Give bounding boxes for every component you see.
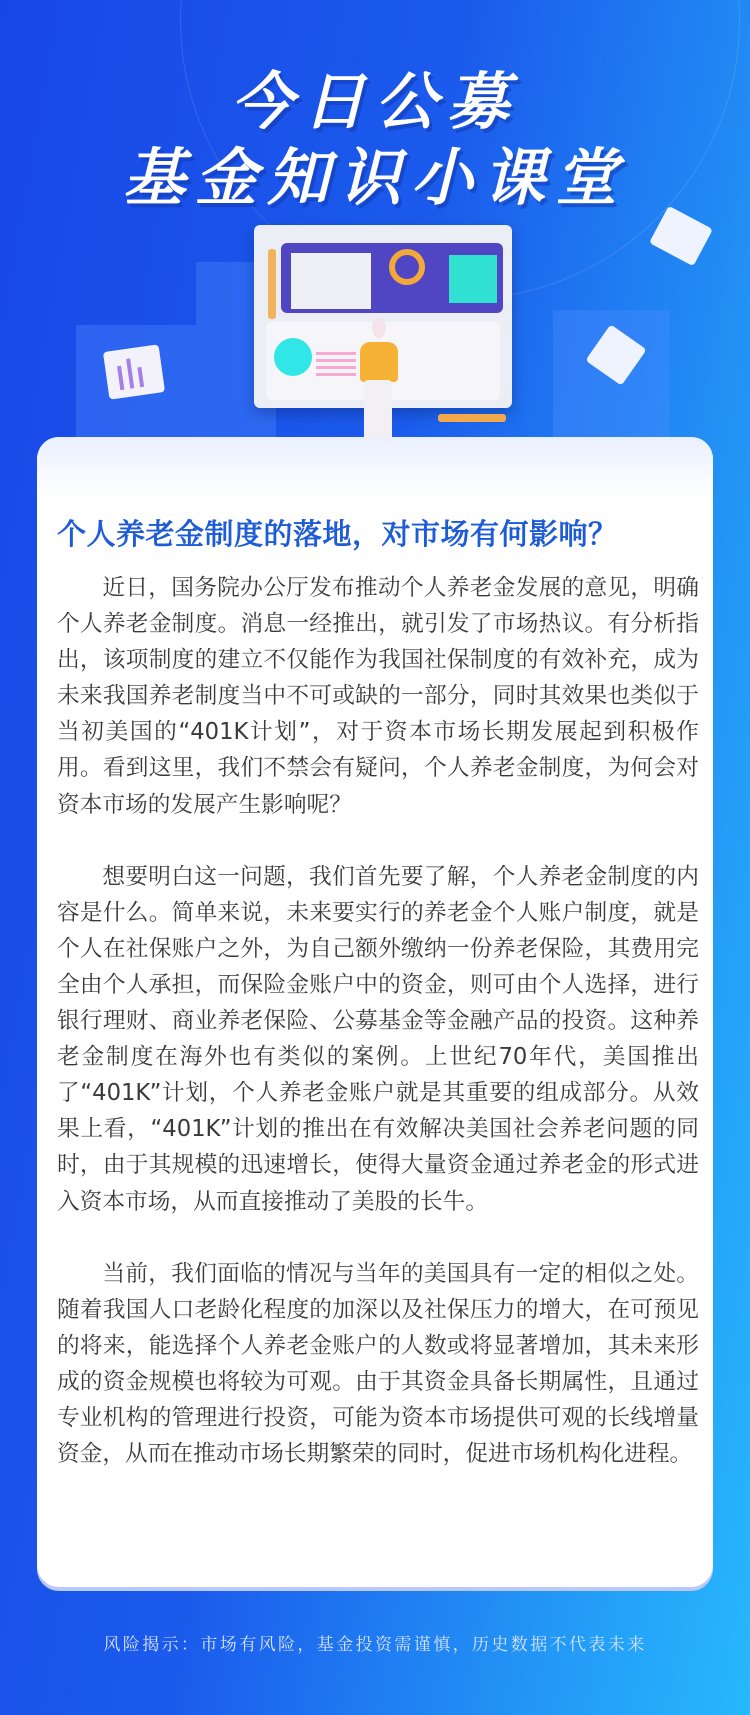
article-paragraph: 当前，我们面临的情况与当年的美国具有一定的相似之处。随着我国人口老龄化程度的加深以及社保压力的增大，在可预见的将来，能选择个人养老金账户的人数或将显著增加，其未来形成的资金规模也将较为可观。由于其资金具备长期属性，且通过专业机构的管理进行投资，可能为资本市场提供可观的长线增量资金，从而在推动市场长期繁荣的同时，促进市场机构化进程。 — [57, 1260, 699, 1468]
article-paragraph: 近日，国务院办公厅发布推动个人养老金发展的意见，明确个人养老金制度。消息一经推出，就引发了市场热议。有分析指出，该项制度的建立不仅能作为我国社保制度的有效补充，成为未来我国养老制度当中不可或缺的一部分，同时其效果也类似于当初美国的“401K计划”，对于资本市场长期发展起到积极作用。看到这里，我们不禁会有疑问，个人养老金制度，为何会对资本市场的发展产生影响呢？ — [57, 575, 699, 818]
risk-notice: 风险揭示：市场有风险，基金投资需谨慎，历史数据不代表未来 — [103, 1635, 647, 1655]
article-heading: 个人养老金制度的落地，对市场有何影响？ — [57, 517, 618, 551]
article-paragraph: 想要明白这一问题，我们首先要了解，个人养老金制度的内容是什么。简单来说，未来要实行的养老金个人账户制度，就是个人在社保账户之外，为自己额外缴纳一份养老保险，其费用完全由个人承担，而保险金账户中的资金，则可由个人选择，进行银行理财、商业养老保险、公募基金等金融产品的投资。这种养老金制度在海外也有类似的案例。上世纪70年代，美国推出了“401K”计划，个人养老金账户就是其重要的组成部分。从效果上看，“401K”计划的推出在有效解决美国社会养老问题的同时，由于其规模的迅速增长，使得大量资金通过养老金的形式进入资本市场，从而直接推动了美股的长牛。 — [57, 863, 699, 1215]
article-body — [57, 570, 699, 1508]
banner-title-line1: 今日公募 — [230, 65, 519, 138]
side-table — [438, 414, 506, 422]
article-card — [37, 437, 713, 1587]
banner-title-line2: 基金知识小课堂 — [122, 141, 627, 214]
card-top-fade — [37, 437, 713, 497]
chart-card-icon — [103, 344, 165, 399]
